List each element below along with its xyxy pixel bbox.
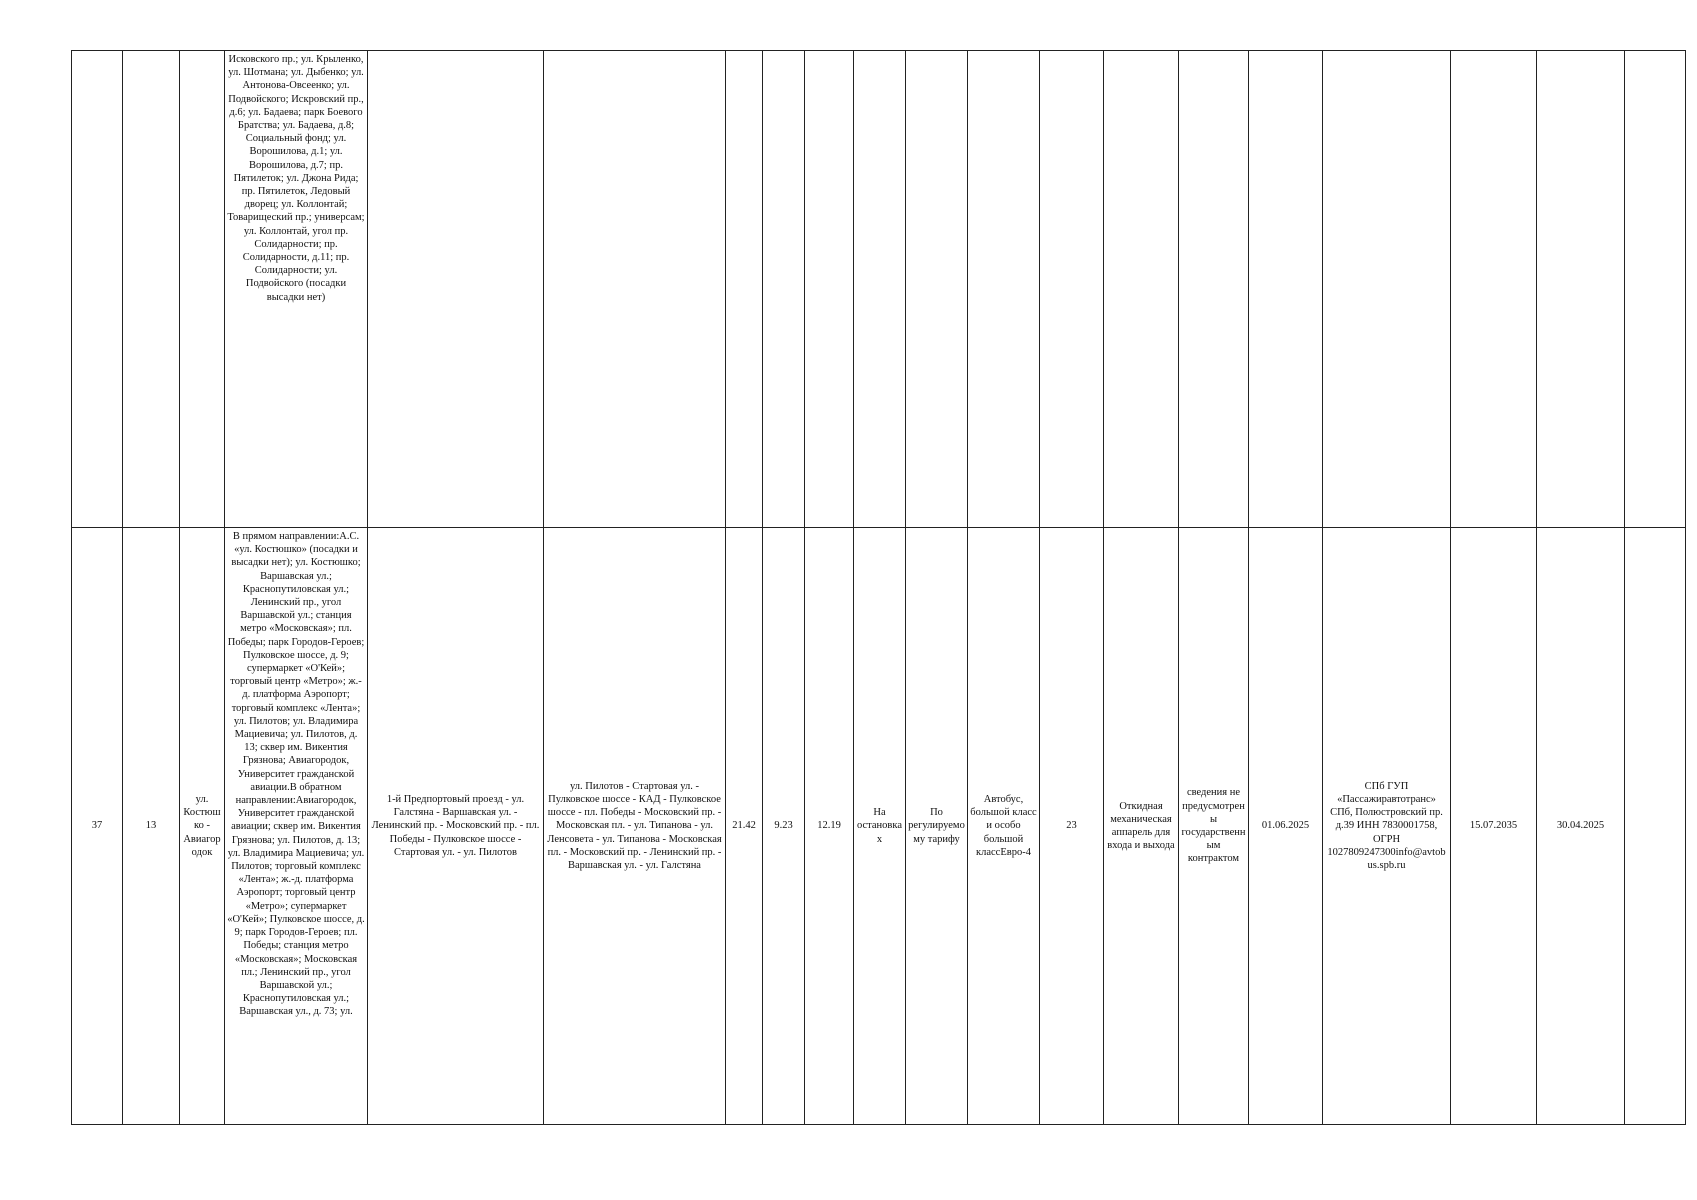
cell-forward-streets: 1-й Предпортовый проезд - ул. Галстяна - Варшавская ул. - Ленинский пр. - Московский пр. - пл. Победы - Пулковское шоссе - Стартовая ул. - ул. Пилотов [368,528,544,1125]
cell-stops: В прямом направлении:А.С. «ул. Костюшко» (посадки и высадки нет); ул. Костюшко; Варшавская ул.; Краснопутиловская ул.; Ленинский пр., угол Варшавской ул.; станция метро «Московская»; пл. Победы; парк Городов-Героев; Пулковское шоссе, д. 9; супермаркет «О'Кей»; торговый центр «Метро»; ж.-д. платформа Аэропорт; торговый комплекс «Лента»; ул. Пилотов; ул. Владимира Мациевича; ул. Пилотов, д. 13; сквер им. Викентия Грязнова; Авиагородок, Университет гражданской авиации.В обратном направлении:Авиагородок, Университет гражданской авиации; сквер им. Викентия Грязнова; ул. Пилотов, д. 13; ул. Владимира Мациевича; ул. Пилотов; торговый комплекс «Лента»; ж.-д. платформа Аэропорт; торговый центр «Метро»; супермаркет «О'Кей»; Пулковское шоссе, д. 9; парк Городов-Героев; пл. Победы; станция метро «Московская»; Московская пл.; Ленинский пр., угол Варшавской ул.; Краснопутиловская ул.; Варшавская ул., д. 73; ул. [225,528,368,1125]
cell-features: Откидная механическая аппарель для входа и выхода [1104,528,1179,1125]
cell-forward-streets [368,51,544,528]
cell-order [854,51,906,528]
cell-date-a [1451,51,1537,528]
cell-col8 [763,51,805,528]
cell-col9 [805,51,854,528]
cell-name [180,51,225,528]
cell-start-date [1249,51,1323,528]
cell-vehicle: Автобус, большой класс и особо большой классЕвро-4 [968,528,1040,1125]
cell-num: 37 [72,528,123,1125]
cell-date-a: 15.07.2035 [1451,528,1537,1125]
cell-length [726,51,763,528]
cell-count: 23 [1040,528,1104,1125]
registry-table [71,50,1686,1125]
cell-col8: 9.23 [763,528,805,1125]
cell-features [1104,51,1179,528]
cell-extra [1625,51,1686,528]
cell-reg: 13 [123,528,180,1125]
cell-contract: сведения не предусмотрены государственным контрактом [1179,528,1249,1125]
cell-start-date: 01.06.2025 [1249,528,1323,1125]
cell-extra [1625,528,1686,1125]
cell-carrier [1323,51,1451,528]
cell-reg [123,51,180,528]
cell-stops: Исковского пр.; ул. Крыленко, ул. Шотмана; ул. Дыбенко; ул. Антонова-Овсеенко; ул. Подвойского; Искровский пр., д.6; ул. Бадаева; парк Боевого Братства; ул. Бадаева, д.8; Социальный фонд; ул. Ворошилова, д.1; ул. Ворошилова, д.7; пр. Пятилеток; ул. Джона Рида; пр. Пятилеток, Ледовый дворец; ул. Коллонтай; Товарищеский пр.; универсам; ул. Коллонтай, угол пр. Солидарности; пр. Солидарности, д.11; пр. Солидарности; ул. Подвойского (посадки высадки нет) [225,51,368,528]
cell-name: ул. Костюшко - Авиагородок [180,528,225,1125]
cell-back-streets: ул. Пилотов - Стартовая ул. - Пулковское шоссе - КАД - Пулковское шоссе - пл. Победы - Московский пр. - Московская пл. - ул. Типанова - ул. Ленсовета - ул. Типанова - Московская пл. - Московский пр. - Ленинский пр. - Варшавская ул. - ул. Галстяна [544,528,726,1125]
cell-contract [1179,51,1249,528]
cell-tariff [906,51,968,528]
cell-date-b [1537,51,1625,528]
cell-tariff: По регулируемому тарифу [906,528,968,1125]
cell-date-b: 30.04.2025 [1537,528,1625,1125]
cell-vehicle [968,51,1040,528]
table-row [72,528,1686,1125]
cell-count [1040,51,1104,528]
cell-num [72,51,123,528]
cell-length: 21.42 [726,528,763,1125]
cell-back-streets [544,51,726,528]
cell-order: На остановках [854,528,906,1125]
cell-col9: 12.19 [805,528,854,1125]
table-row [72,51,1686,528]
cell-carrier: СПб ГУП «Пассажиравтотранс» СПб, Полюстровский пр. д.39 ИНН 7830001758, ОГРН 1027809247300info@avtobus.spb.ru [1323,528,1451,1125]
